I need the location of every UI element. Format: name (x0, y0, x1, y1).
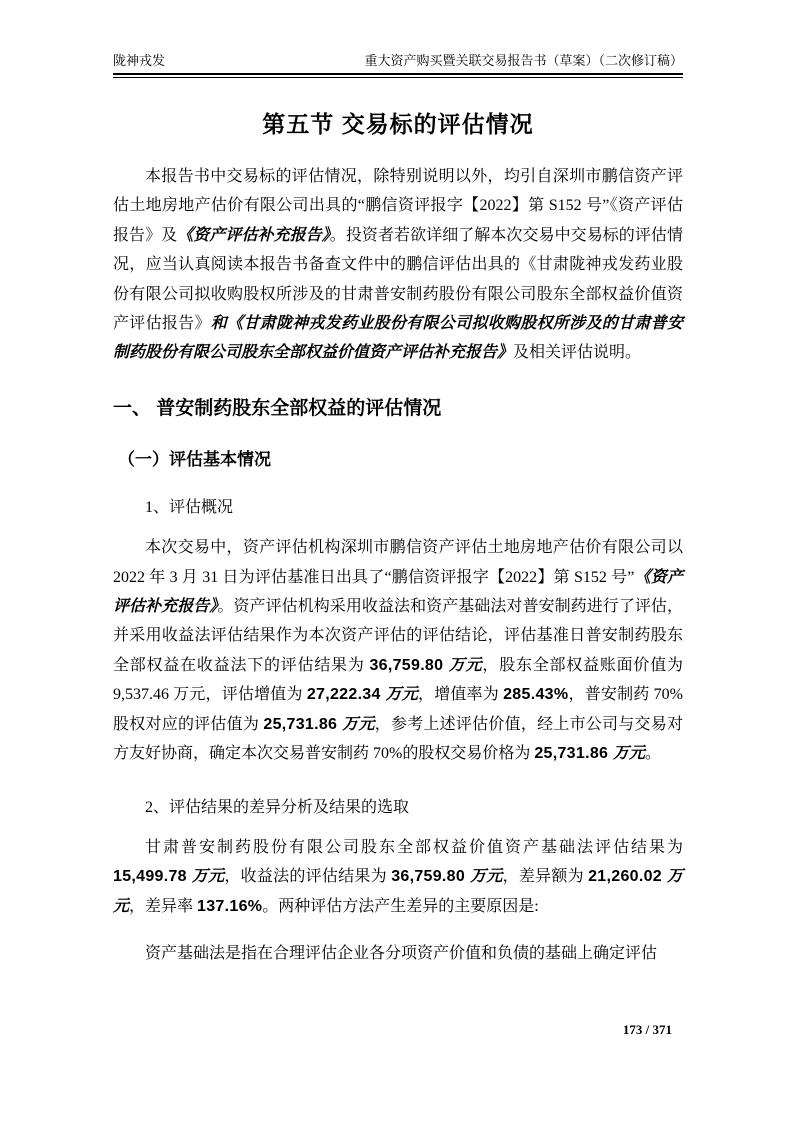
text-segment: 万元 (470, 868, 503, 886)
text-segment: 。资产评估机构采用收益法和资产基础法对普安制药进行了评估，并采用收益法评估结果作为本次资产评估的评估结论，评估基准日普安制药股东全部权益在收益法下的评估结果为 (113, 598, 683, 674)
text-segment: 本次交易中，资产评估机构深圳市鹏信资产评估土地房地产估价有限公司以 2022 年 3 月 31 日为评估基准日出具了“鹏信资评报字【2022】第 S152 号” (113, 539, 683, 586)
text-segment: 。投资者若欲详细了解本次交易中交易标的评估情况，应当认真阅读本报告书备查文件中的鹏信评估出具的《甘肃陇神戎发药业股份有限公司拟收购股权所涉及的甘肃普安制药股份有限公司股东全部权益价值资产评估报告》 (113, 226, 683, 333)
text-segment: 。两种评估方法产生差异的主要原因是: (262, 897, 539, 915)
text-segment: 21,260.02 (588, 868, 667, 886)
text-segment: 15,499.78 (113, 868, 192, 886)
text-segment: 和《甘肃陇神戎发药业股份有限公司拟收购股权所涉及的甘肃普安制药股份有限公司股东全部权益价值资产评估补充报告》 (113, 315, 683, 362)
paragraph-asset-basis-method (113, 939, 683, 968)
text-segment: 36,759.80 (369, 656, 449, 674)
text-segment: 万元 (342, 715, 375, 733)
text-segment: ，收益法的评估结果为 (224, 868, 392, 886)
text-segment: ，差异额为 (502, 868, 589, 886)
text-segment: 万元 (612, 745, 645, 763)
page-number: 173 / 371 (622, 1022, 672, 1037)
text-segment: 《资产评估补充报告》 (113, 568, 683, 616)
text-segment: 万元 (113, 868, 684, 915)
list-item-1: 1、评估概况 (145, 498, 234, 516)
text-segment: 137.16% (197, 897, 263, 915)
text-segment: 万元 (385, 686, 419, 704)
header-rule (113, 73, 683, 78)
text-segment: ，差异率 (129, 897, 198, 915)
header-report-title: 重大资产购买暨关联交易报告书（草案）（二次修订稿） (364, 53, 683, 68)
paragraph-valuation-overview (113, 533, 683, 768)
text-segment: 25,731.86 (263, 715, 343, 733)
text-segment: 万元 (191, 868, 225, 886)
page-header (113, 52, 683, 69)
text-segment: ，股东全部权益账面价值为 9,537.46 万元，评估增值为 (113, 656, 683, 704)
text-segment: 36,759.80 (391, 868, 471, 886)
text-segment: ，普安制药 70%股权对应的评估值为 (113, 686, 683, 733)
text-segment: 本报告书中交易标的评估情况，除特别说明以外，均引自深圳市鹏信资产评估土地房地产估价有限公司出具的“鹏信资评报字【2022】第 S152 号”《资产评估报告》及 (113, 168, 683, 244)
text-segment: 资产基础法是指在合理评估企业各分项资产价值和负债的基础上确定评估 (145, 945, 658, 963)
list-item-2: 2、评估结果的差异分析及结果的选取 (145, 798, 410, 816)
paragraph-intro (113, 162, 683, 368)
text-segment: 万元 (448, 656, 483, 674)
section-heading-level2: （一）评估基本情况 (118, 449, 271, 469)
text-segment: ，参考上述评估价值，经上市公司与交易对方友好协商，确定本次交易普安制药 70%的股权交易价格为 (113, 715, 683, 763)
text-segment: ，增值率为 (418, 686, 504, 704)
text-segment: 。 (644, 745, 661, 763)
text-segment: 27,222.34 (306, 686, 386, 704)
paragraph-difference-analysis (113, 833, 683, 921)
header-company-name: 陇神戎发 (113, 53, 166, 68)
section-heading-level1: 一、 普安制药股东全部权益的评估情况 (113, 397, 442, 419)
document-title: 第五节 交易标的评估情况 (262, 111, 534, 137)
text-segment: 甘肃普安制药股份有限公司股东全部权益价值资产基础法评估结果为 (145, 838, 683, 856)
text-segment: 及相关评估说明。 (513, 344, 642, 362)
text-segment: 25,731.86 (534, 745, 613, 763)
text-segment: 《资产评估补充报告》 (177, 226, 330, 244)
text-segment: 285.43% (503, 686, 569, 704)
